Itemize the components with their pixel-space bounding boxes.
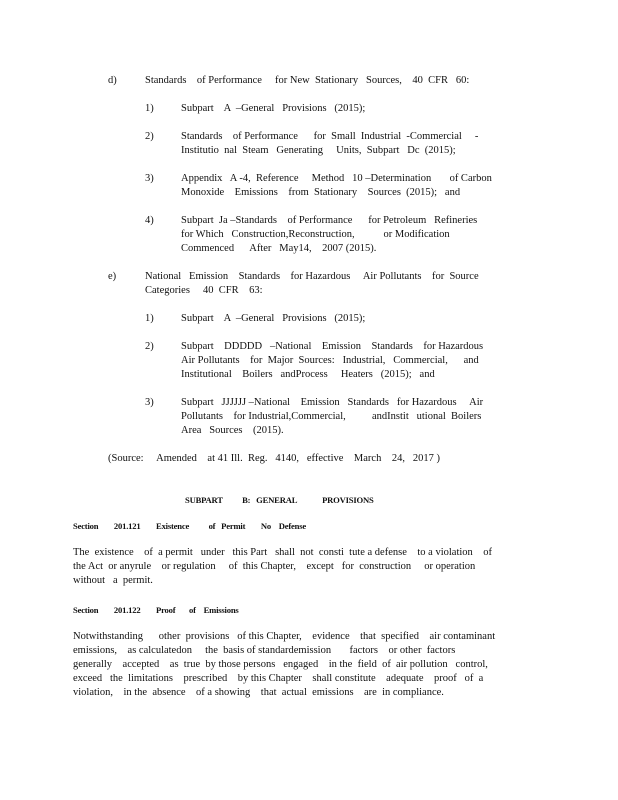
item-d-sub3-line2: Monoxide Emissions from Stationary Sources (2015); and bbox=[181, 187, 461, 198]
item-e-sub3-line3: Area Sources (2015). bbox=[181, 425, 284, 436]
item-e-title-line1: National Emission Standards for Hazardous Air Pollutants for Source bbox=[145, 271, 479, 282]
item-d-sub2-line1: Standards of Performance for Small Industrial -Commercial - bbox=[181, 131, 479, 142]
item-e-title-line2: Categories 40 CFR 63: bbox=[145, 285, 263, 296]
item-d-title: Standards of Performance for New Stationary Sources, 40 CFR 60: bbox=[145, 75, 470, 86]
item-e-label: e) bbox=[108, 271, 117, 282]
item-d-sub4-line2: for Which Construction,Reconstruction, or Modification bbox=[181, 229, 450, 240]
section-201-121-line1: The existence of a permit under this Part shall not consti tute a defense to a violation of bbox=[73, 547, 493, 558]
item-d-sub4-line3: Commenced After May14, 2007 (2015). bbox=[181, 243, 377, 254]
item-e-sub3-line2: Pollutants for Industrial,Commercial, andInstit utional Boilers bbox=[181, 411, 482, 422]
item-e-sub1-num: 1) bbox=[145, 313, 154, 324]
section-201-122-heading: Section 201.122 Proof of Emissions bbox=[73, 605, 239, 615]
section-201-122-line1: Notwithstanding other provisions of this Chapter, evidence that specified air contaminant bbox=[73, 631, 496, 642]
item-e-sub3-line1: Subpart JJJJJJ –National Emission Standards for Hazardous Air bbox=[181, 397, 484, 408]
item-d-label: d) bbox=[108, 75, 117, 86]
item-d-sub4-num: 4) bbox=[145, 215, 154, 226]
item-d-sub1-line1: Subpart A –General Provisions (2015); bbox=[181, 103, 366, 114]
item-e-sub2-line2: Air Pollutants for Major Sources: Industrial, Commercial, and bbox=[181, 355, 479, 366]
section-201-121-line3: without a permit. bbox=[73, 575, 153, 586]
section-201-122-line4: exceed the limitations prescribed by this Chapter shall constitute adequate proof of a bbox=[73, 673, 484, 684]
section-201-121-heading: Section 201.121 Existence of Permit No Defense bbox=[73, 521, 306, 531]
item-e-sub2-num: 2) bbox=[145, 341, 154, 352]
item-d-sub3-num: 3) bbox=[145, 173, 154, 184]
item-e-sub2-line1: Subpart DDDDD –National Emission Standards for Hazardous bbox=[181, 341, 484, 352]
section-201-122-line3: generally accepted as true by those persons engaged in the field of air pollution control, bbox=[73, 659, 488, 670]
item-d-sub2-line2: Institutio nal Steam Generating Units, Subpart Dc (2015); bbox=[181, 145, 456, 156]
item-d-sub2-num: 2) bbox=[145, 131, 154, 142]
item-e-sub1-line1: Subpart A –General Provisions (2015); bbox=[181, 313, 366, 324]
section-201-122-line5: violation, in the absence of a showing that actual emissions are in compliance. bbox=[73, 687, 444, 698]
section-201-121-line2: the Act or anyrule or regulation of this Chapter, except for construction or operation bbox=[73, 561, 476, 572]
source-note: (Source: Amended at 41 Ill. Reg. 4140, effective March 24, 2017 ) bbox=[108, 453, 440, 464]
item-e-sub3-num: 3) bbox=[145, 397, 154, 408]
item-d-sub1-num: 1) bbox=[145, 103, 154, 114]
item-d-sub4-line1: Subpart Ja –Standards of Performance for Petroleum Refineries bbox=[181, 215, 478, 226]
item-e-sub2-line3: Institutional Boilers andProcess Heaters (2015); and bbox=[181, 369, 435, 380]
subpart-heading: SUBPART B: GENERAL PROVISIONS bbox=[185, 495, 374, 505]
section-201-122-line2: emissions, as calculatedon the basis of standardemission factors or other factors bbox=[73, 645, 456, 656]
item-d-sub3-line1: Appendix A -4, Reference Method 10 –Determination of Carbon bbox=[181, 173, 492, 184]
